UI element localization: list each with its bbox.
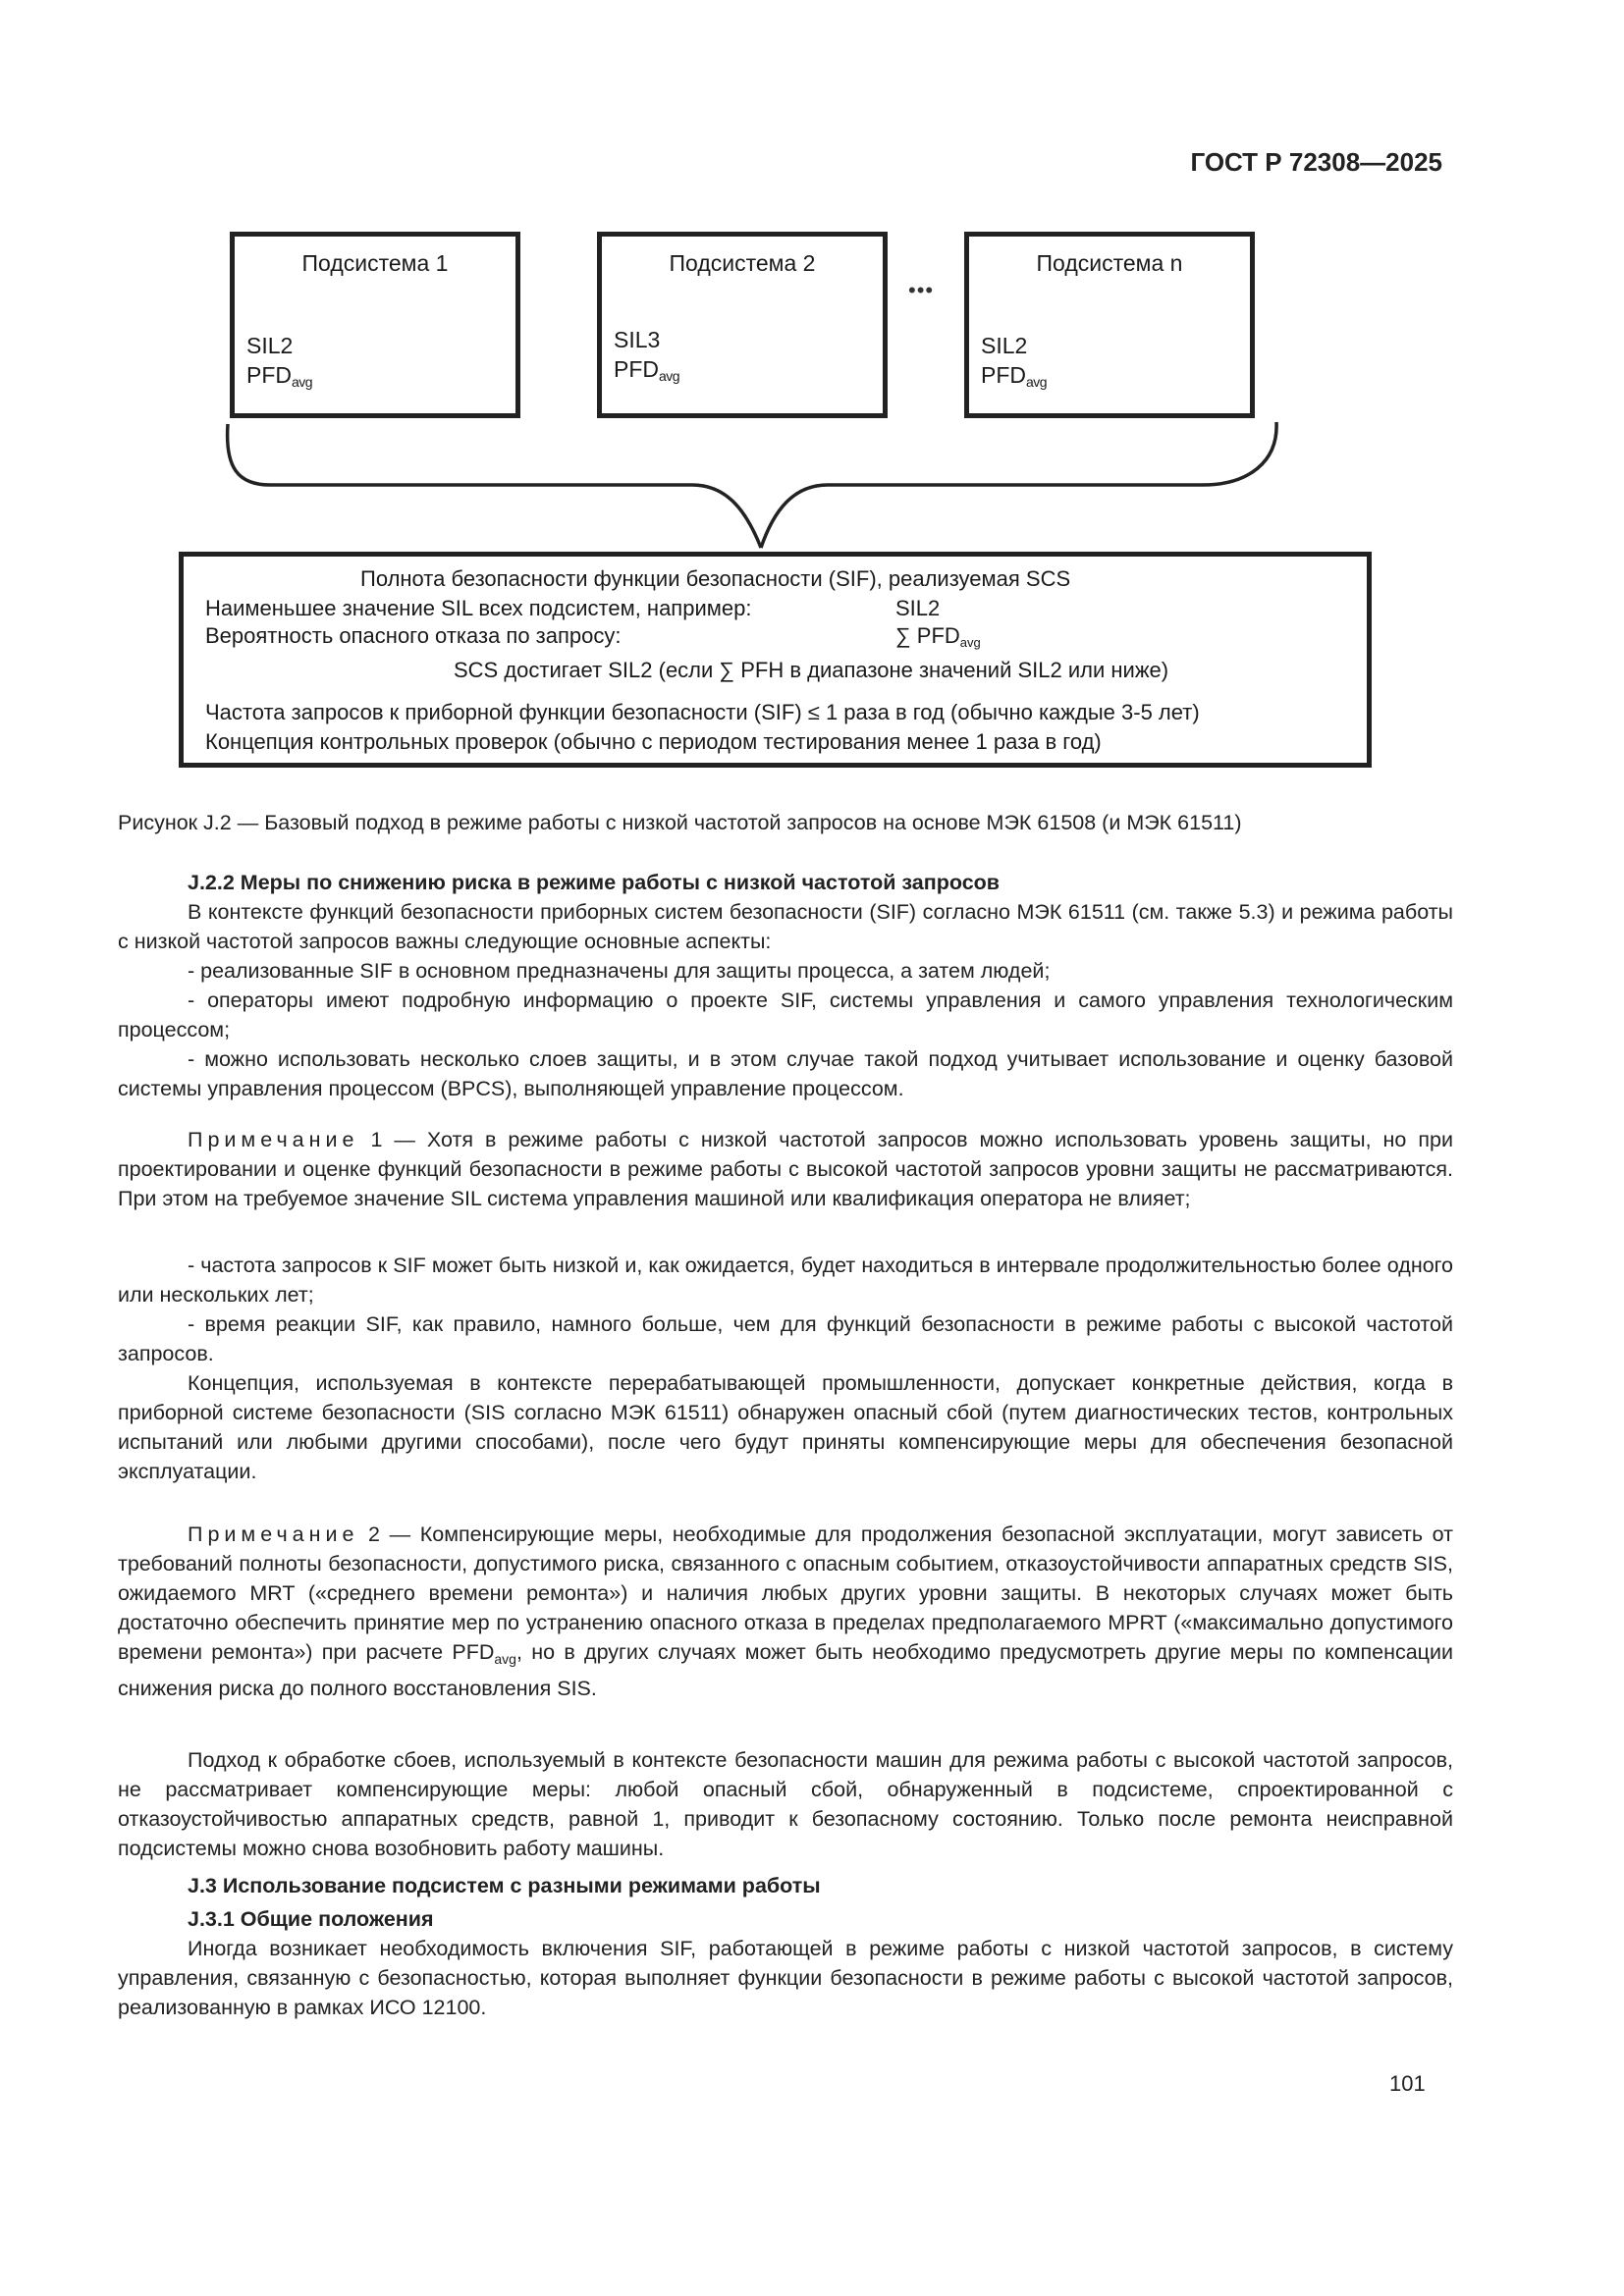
- lowest-sil-value: SIL2: [895, 596, 941, 620]
- body-block-3: [118, 1745, 1453, 2022]
- note-label: Примечание: [188, 1522, 359, 1546]
- note-2: [118, 1520, 1453, 1703]
- list-item: - можно использовать несколько слоев защиты, и в этом случае такой подход учитывает использование и оценку базовой системы управления процессом (BPCS), выполняющей управление процессом.: [118, 1047, 1453, 1100]
- body-block-2: [118, 1251, 1453, 1486]
- subsystem-sil: SIL2: [246, 333, 294, 358]
- pfd-demand-label: Вероятность опасного отказа по запросу:: [205, 623, 622, 648]
- summary-box: [179, 552, 1372, 768]
- section-heading-j31: J.3.1 Общие положения: [188, 1907, 434, 1931]
- subsystem-title: Подсистема 1: [301, 250, 449, 276]
- subsystem-sil: SIL3: [614, 327, 661, 352]
- pfd-subscript: avg: [292, 374, 313, 390]
- list-item: - реализованные SIF в основном предназначены для защиты процесса, а затем людей;: [188, 959, 1051, 983]
- list-item: - время реакции SIF, как правило, намного больше, чем для функций безопасности в режиме работы с высокой частотой запросов.: [118, 1312, 1453, 1365]
- section-heading-j22: J.2.2 Меры по снижению риска в режиме работы с низкой частотой запросов: [188, 871, 1001, 894]
- note-text: 2 — Компенсирующие меры, необходимые для продолжения безопасной эксплуатации, могут зависеть от требований полноты безопасности, допустимого риска, связанного с опасным событием, отказоустойчивости аппаратных средств SIS, ожидаемого MRT («среднего времени ремонта») и наличия любых других уровни защиты. В некоторых случаях может быть достаточно обеспечить принятие мер по устранению опасного отказа в пределах предполагаемого MPRT («максимально допустимого времени ремонта») при расчете PFD: [118, 1522, 1453, 1664]
- paragraph: В контексте функций безопасности приборных систем безопасности (SIF) согласно МЭК 61511 (см. также 5.3) и режима работы с низкой частотой запросов важны следующие основные аспекты:: [118, 900, 1453, 953]
- note-text-cont: , но в других случаях может быть необходимо предусмотреть другие меры по компенсации снижения риска до полного восстановления SIS.: [118, 1640, 1453, 1700]
- ellipsis-dots: •••: [908, 278, 935, 302]
- pfd-subscript: avg: [659, 368, 680, 384]
- list-item: - частота запросов к SIF может быть низкой и, как ожидается, будет находиться в интервале продолжительностью более одного или нескольких лет;: [118, 1254, 1453, 1307]
- note-text: 1 — Хотя в режиме работы с низкой частотой запросов можно использовать уровень защиты, но при проектировании и оценке функций безопасности в режиме работы с высокой частотой запросов уровни защиты не рассматриваются. При этом на требуемое значение SIL система управления машиной или квалификация оператора не влияет;: [118, 1128, 1453, 1210]
- subsystem-title: Подсистема 2: [669, 250, 816, 276]
- subsystem-title: Подсистема n: [1036, 250, 1183, 276]
- section-heading-j3: J.3 Использование подсистем с разными режимами работы: [188, 1874, 821, 1897]
- subsystem-sil: SIL2: [981, 333, 1028, 358]
- pfd-label: PFD: [246, 362, 292, 388]
- page-number: 101: [1389, 2071, 1426, 2096]
- pfd-demand-value: [895, 623, 981, 650]
- paragraph: Концепция, используемая в контексте перерабатывающей промышленности, допускает конкретные действия, когда в приборной системе безопасности (SIS согласно МЭК 61511) обнаружен опасный сбой (путем диагностических тестов, контрольных испытаний или любыми другими способами), после чего будут приняты компенсирующие меры для обеспечения безопасной эксплуатации.: [118, 1371, 1453, 1483]
- demand-rate-line: Частота запросов к приборной функции безопасности (SIF) ≤ 1 раза в год (обычно каждые 3-5 лет): [205, 700, 1200, 724]
- proof-test-line: Концепция контрольных проверок (обычно с периодом тестирования менее 1 раза в год): [205, 729, 1102, 754]
- list-item: - операторы имеют подробную информацию о проекте SIF, системы управления и самого управления технологическим процессом;: [118, 988, 1453, 1041]
- note-1: [118, 1125, 1453, 1213]
- pfd-sum-subscript: avg: [959, 635, 981, 650]
- pfd-subscript: avg: [1026, 374, 1048, 390]
- pfd-sum-label: ∑ PFD: [895, 623, 960, 648]
- lowest-sil-label: Наименьшее значение SIL всех подсистем, например:: [205, 596, 752, 620]
- note-2-block: [118, 1520, 1453, 1703]
- body-block-1: [118, 868, 1453, 1103]
- pfd-label: PFD: [981, 362, 1026, 388]
- figure-caption: Рисунок J.2 — Базовый подход в режиме работы с низкой частотой запросов на основе МЭК 61508 (и МЭК 61511): [118, 811, 1242, 834]
- paragraph: Подход к обработке сбоев, используемый в контексте безопасности машин для режима работы с высокой частотой запросов, не рассматривает компенсирующие меры: любой опасный сбой, обнаруженный в подсистеме, спроектированной с отказоустойчивостью аппаратных средств, равной 1, приводит к безопасному состоянию. Только после ремонта неисправной подсистемы можно снова возобновить работу машины.: [118, 1748, 1453, 1860]
- scs-achieves-line: SCS достигает SIL2 (если ∑ PFH в диапазоне значений SIL2 или ниже): [454, 658, 1169, 682]
- pfd-subscript: avg: [494, 1651, 516, 1667]
- note-label: Примечание: [188, 1128, 359, 1151]
- figure-j2-diagram: [0, 0, 1624, 805]
- document-code: ГОСТ Р 72308—2025: [1190, 147, 1442, 177]
- paragraph: Иногда возникает необходимость включения SIF, работающей в режиме работы с низкой частотой запросов, в систему управления, связанную с безопасностью, которая выполняет функции безопасности в режиме работы с высокой частотой запросов, реализованную в рамках ИСО 12100.: [118, 1937, 1453, 2019]
- note-1-block: [118, 1125, 1453, 1213]
- summary-title: Полнота безопасности функции безопасности (SIF), реализуемая SCS: [360, 566, 1071, 591]
- pfd-label: PFD: [614, 356, 659, 382]
